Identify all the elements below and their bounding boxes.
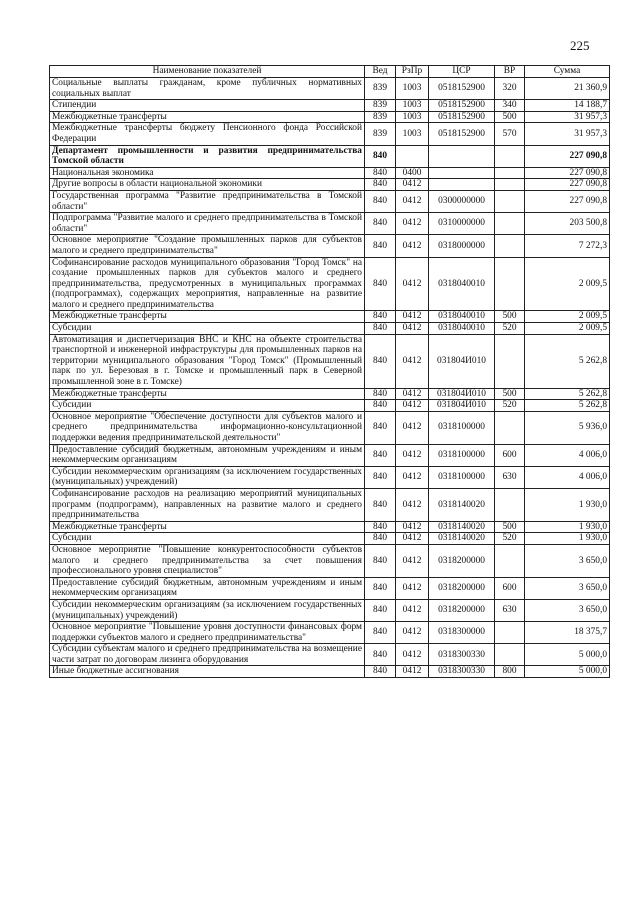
cell-csr: 0318000000 (429, 235, 495, 257)
header-vr: ВР (495, 66, 525, 78)
cell-vr (495, 544, 525, 577)
cell-rzpr: 0412 (396, 388, 429, 400)
cell-name: Субсидии (50, 400, 365, 412)
cell-csr: 0318100000 (429, 411, 495, 444)
cell-vr (495, 235, 525, 257)
cell-name: Софинансирование расходов муниципального образования "Город Томск" на создание промышленных парков для субъектов малого и среднего предпринимательства, предусмотренных в муниципальных программах (подпрограммах), содержащих мероприятия, направленные на развитие малого и среднего предпринимательства (50, 257, 365, 311)
cell-rzpr: 0400 (396, 167, 429, 179)
table-row (50, 488, 610, 521)
cell-vr: 340 (495, 100, 525, 112)
cell-name: Основное мероприятие "Повышение уровня доступности финансовых форм поддержки субъектов малого и среднего предпринимательства" (50, 622, 365, 644)
cell-csr: 0300000000 (429, 190, 495, 212)
cell-name: Субсидии субъектам малого и среднего предпринимательства на возмещение части затрат по договорам лизинга оборудования (50, 644, 365, 666)
cell-ved: 840 (365, 444, 396, 466)
table-row (50, 100, 610, 112)
cell-sum: 5 262,8 (525, 334, 610, 388)
cell-sum: 3 650,0 (525, 599, 610, 621)
cell-csr: 0318100000 (429, 466, 495, 488)
cell-csr: 0518152900 (429, 100, 495, 112)
cell-csr: 0318200000 (429, 577, 495, 599)
cell-ved: 840 (365, 400, 396, 412)
cell-vr: 800 (495, 666, 525, 678)
cell-ved: 840 (365, 213, 396, 235)
cell-ved: 840 (365, 179, 396, 191)
cell-vr: 500 (495, 388, 525, 400)
cell-ved: 840 (365, 666, 396, 678)
cell-csr: 0318140020 (429, 521, 495, 533)
cell-vr (495, 190, 525, 212)
cell-name: Иные бюджетные ассигнования (50, 666, 365, 678)
cell-csr: 0518152900 (429, 78, 495, 100)
cell-rzpr: 0412 (396, 466, 429, 488)
cell-rzpr: 0412 (396, 488, 429, 521)
table-row (50, 533, 610, 545)
cell-ved: 840 (365, 599, 396, 621)
cell-sum: 14 188,7 (525, 100, 610, 112)
table-row (50, 190, 610, 212)
cell-sum: 4 006,0 (525, 466, 610, 488)
table-row (50, 544, 610, 577)
cell-name: Другие вопросы в области национальной экономики (50, 179, 365, 191)
cell-sum: 227 090,8 (525, 167, 610, 179)
cell-vr (495, 179, 525, 191)
table-row (50, 78, 610, 100)
cell-rzpr: 0412 (396, 213, 429, 235)
cell-ved: 840 (365, 644, 396, 666)
cell-csr (429, 179, 495, 191)
cell-rzpr: 0412 (396, 577, 429, 599)
cell-name: Государственная программа "Развитие предпринимательства в Томской области" (50, 190, 365, 212)
cell-csr: 031804И010 (429, 334, 495, 388)
cell-csr: 0318040010 (429, 323, 495, 335)
cell-name: Субсидии некоммерческим организациям (за исключением государственных (муниципальных) учреждений) (50, 466, 365, 488)
table-row (50, 400, 610, 412)
cell-sum: 18 375,7 (525, 622, 610, 644)
cell-sum: 5 000,0 (525, 666, 610, 678)
cell-name: Автоматизация и диспетчеризация ВНС и КНС на объекте строительства транспортной и инженерной инфраструктуры для промышленных парков на территории муниципального образования "Город Томск" (Промышленный парк по ул. Березовая в г. Томске и промышленный парк в Северной промышленной зоне в г. Томске) (50, 334, 365, 388)
cell-name: Стипендии (50, 100, 365, 112)
table-row (50, 411, 610, 444)
cell-csr: 0518152900 (429, 111, 495, 123)
table-row (50, 521, 610, 533)
cell-csr: 0318200000 (429, 544, 495, 577)
cell-ved: 839 (365, 123, 396, 145)
header-csr: ЦСР (429, 66, 495, 78)
cell-ved: 840 (365, 388, 396, 400)
table-row (50, 213, 610, 235)
cell-ved: 840 (365, 235, 396, 257)
cell-ved: 840 (365, 411, 396, 444)
table-row (50, 257, 610, 311)
cell-rzpr: 0412 (396, 400, 429, 412)
cell-rzpr: 0412 (396, 599, 429, 621)
cell-vr (495, 488, 525, 521)
cell-name: Субсидии (50, 533, 365, 545)
cell-sum: 3 650,0 (525, 577, 610, 599)
table-row (50, 644, 610, 666)
cell-rzpr: 0412 (396, 544, 429, 577)
cell-name: Предоставление субсидий бюджетным, автономным учреждениям и иным некоммерческим организациям (50, 577, 365, 599)
table-header-row (50, 66, 610, 78)
cell-vr (495, 411, 525, 444)
cell-csr: 0318300330 (429, 644, 495, 666)
cell-vr (495, 145, 525, 167)
cell-vr: 500 (495, 521, 525, 533)
table-row (50, 444, 610, 466)
cell-csr (429, 167, 495, 179)
cell-vr: 500 (495, 311, 525, 323)
cell-rzpr: 0412 (396, 644, 429, 666)
cell-ved: 840 (365, 257, 396, 311)
cell-name: Межбюджетные трансферты (50, 311, 365, 323)
cell-csr: 0318100000 (429, 444, 495, 466)
cell-rzpr: 0412 (396, 311, 429, 323)
cell-sum: 5 262,8 (525, 400, 610, 412)
cell-vr (495, 213, 525, 235)
cell-ved: 840 (365, 466, 396, 488)
cell-vr: 500 (495, 111, 525, 123)
cell-csr: 0318140020 (429, 533, 495, 545)
cell-vr: 630 (495, 599, 525, 621)
cell-rzpr: 0412 (396, 533, 429, 545)
table-row (50, 466, 610, 488)
cell-name: Субсидии некоммерческим организациям (за исключением государственных (муниципальных) учреждений) (50, 599, 365, 621)
cell-sum: 21 360,9 (525, 78, 610, 100)
cell-csr: 031804И010 (429, 400, 495, 412)
cell-name: Межбюджетные трансферты бюджету Пенсионного фонда Российской Федерации (50, 123, 365, 145)
cell-csr: 0310000000 (429, 213, 495, 235)
cell-sum: 2 009,5 (525, 311, 610, 323)
table-row (50, 666, 610, 678)
cell-ved: 839 (365, 111, 396, 123)
cell-name: Основное мероприятие "Обеспечение доступности для субъектов малого и среднего предпринимательства информационно-консультационной поддержки ведения предпринимательской деятельности" (50, 411, 365, 444)
table-row (50, 334, 610, 388)
cell-sum: 3 650,0 (525, 544, 610, 577)
cell-sum: 5 000,0 (525, 644, 610, 666)
cell-csr: 0318300000 (429, 622, 495, 644)
cell-ved: 839 (365, 100, 396, 112)
cell-sum: 203 500,8 (525, 213, 610, 235)
cell-sum: 1 930,0 (525, 521, 610, 533)
cell-sum: 7 272,3 (525, 235, 610, 257)
cell-rzpr: 0412 (396, 334, 429, 388)
cell-sum: 4 006,0 (525, 444, 610, 466)
cell-name: Предоставление субсидий бюджетным, автономным учреждениям и иным некоммерческим организациям (50, 444, 365, 466)
cell-sum: 1 930,0 (525, 533, 610, 545)
cell-name: Национальная экономика (50, 167, 365, 179)
cell-rzpr: 0412 (396, 521, 429, 533)
cell-ved: 840 (365, 323, 396, 335)
cell-name: Межбюджетные трансферты (50, 521, 365, 533)
cell-vr (495, 257, 525, 311)
cell-rzpr: 1003 (396, 123, 429, 145)
cell-name: Межбюджетные трансферты (50, 388, 365, 400)
cell-sum: 2 009,5 (525, 257, 610, 311)
cell-ved: 840 (365, 190, 396, 212)
table-row (50, 622, 610, 644)
cell-name: Межбюджетные трансферты (50, 111, 365, 123)
cell-ved: 840 (365, 577, 396, 599)
page-number: 225 (570, 38, 590, 53)
cell-ved: 840 (365, 145, 396, 167)
budget-table (49, 65, 610, 678)
cell-vr: 630 (495, 466, 525, 488)
cell-rzpr (396, 145, 429, 167)
cell-vr (495, 644, 525, 666)
cell-csr (429, 145, 495, 167)
cell-sum: 1 930,0 (525, 488, 610, 521)
cell-csr: 0518152900 (429, 123, 495, 145)
cell-vr (495, 167, 525, 179)
cell-sum: 2 009,5 (525, 323, 610, 335)
cell-sum: 5 936,0 (525, 411, 610, 444)
cell-csr: 0318300330 (429, 666, 495, 678)
table-row (50, 323, 610, 335)
header-name: Наименование показателей (50, 66, 365, 78)
cell-csr: 0318140020 (429, 488, 495, 521)
cell-sum: 31 957,3 (525, 111, 610, 123)
table-row (50, 111, 610, 123)
table-row (50, 145, 610, 167)
cell-rzpr: 0412 (396, 411, 429, 444)
cell-ved: 839 (365, 78, 396, 100)
cell-ved: 840 (365, 521, 396, 533)
cell-ved: 840 (365, 334, 396, 388)
table-row (50, 235, 610, 257)
cell-csr: 0318200000 (429, 599, 495, 621)
cell-sum: 5 262,8 (525, 388, 610, 400)
table-row (50, 311, 610, 323)
cell-name: Подпрограмма "Развитие малого и среднего предпринимательства в Томской области" (50, 213, 365, 235)
cell-rzpr: 0412 (396, 666, 429, 678)
header-rzpr: РзПр (396, 66, 429, 78)
cell-vr: 320 (495, 78, 525, 100)
cell-ved: 840 (365, 167, 396, 179)
cell-sum: 31 957,3 (525, 123, 610, 145)
cell-rzpr: 0412 (396, 257, 429, 311)
cell-name: Субсидии (50, 323, 365, 335)
table-row (50, 167, 610, 179)
cell-vr: 600 (495, 444, 525, 466)
cell-name: Социальные выплаты гражданам, кроме публичных нормативных социальных выплат (50, 78, 365, 100)
cell-sum: 227 090,8 (525, 179, 610, 191)
cell-vr: 520 (495, 323, 525, 335)
table-row (50, 179, 610, 191)
cell-name: Основное мероприятие "Повышение конкурентоспособности субъектов малого и среднего предпринимательства за счет повышения профессионального уровня специалистов" (50, 544, 365, 577)
cell-vr: 520 (495, 400, 525, 412)
cell-vr: 600 (495, 577, 525, 599)
cell-rzpr: 0412 (396, 622, 429, 644)
cell-rzpr: 0412 (396, 323, 429, 335)
table-row (50, 388, 610, 400)
cell-csr: 0318040010 (429, 311, 495, 323)
cell-ved: 840 (365, 533, 396, 545)
cell-rzpr: 1003 (396, 111, 429, 123)
cell-rzpr: 0412 (396, 190, 429, 212)
cell-vr (495, 334, 525, 388)
table-row (50, 599, 610, 621)
table-row (50, 123, 610, 145)
cell-ved: 840 (365, 488, 396, 521)
cell-sum: 227 090,8 (525, 190, 610, 212)
cell-rzpr: 0412 (396, 235, 429, 257)
cell-rzpr: 1003 (396, 78, 429, 100)
cell-name: Департамент промышленности и развития предпринимательства Томской области (50, 145, 365, 167)
table-row (50, 577, 610, 599)
cell-vr: 570 (495, 123, 525, 145)
header-sum: Сумма (525, 66, 610, 78)
cell-rzpr: 1003 (396, 100, 429, 112)
cell-ved: 840 (365, 544, 396, 577)
cell-name: Софинансирование расходов на реализацию мероприятий муниципальных программ (подпрограмм), направленных на развитие малого и среднего предпринимательства (50, 488, 365, 521)
cell-vr: 520 (495, 533, 525, 545)
cell-rzpr: 0412 (396, 444, 429, 466)
cell-ved: 840 (365, 311, 396, 323)
cell-csr: 0318040010 (429, 257, 495, 311)
header-ved: Вед (365, 66, 396, 78)
cell-rzpr: 0412 (396, 179, 429, 191)
cell-csr: 031804И010 (429, 388, 495, 400)
cell-name: Основное мероприятие "Создание промышленных парков для субъектов малого и среднего предпринимательства" (50, 235, 365, 257)
cell-vr (495, 622, 525, 644)
cell-ved: 840 (365, 622, 396, 644)
cell-sum: 227 090,8 (525, 145, 610, 167)
